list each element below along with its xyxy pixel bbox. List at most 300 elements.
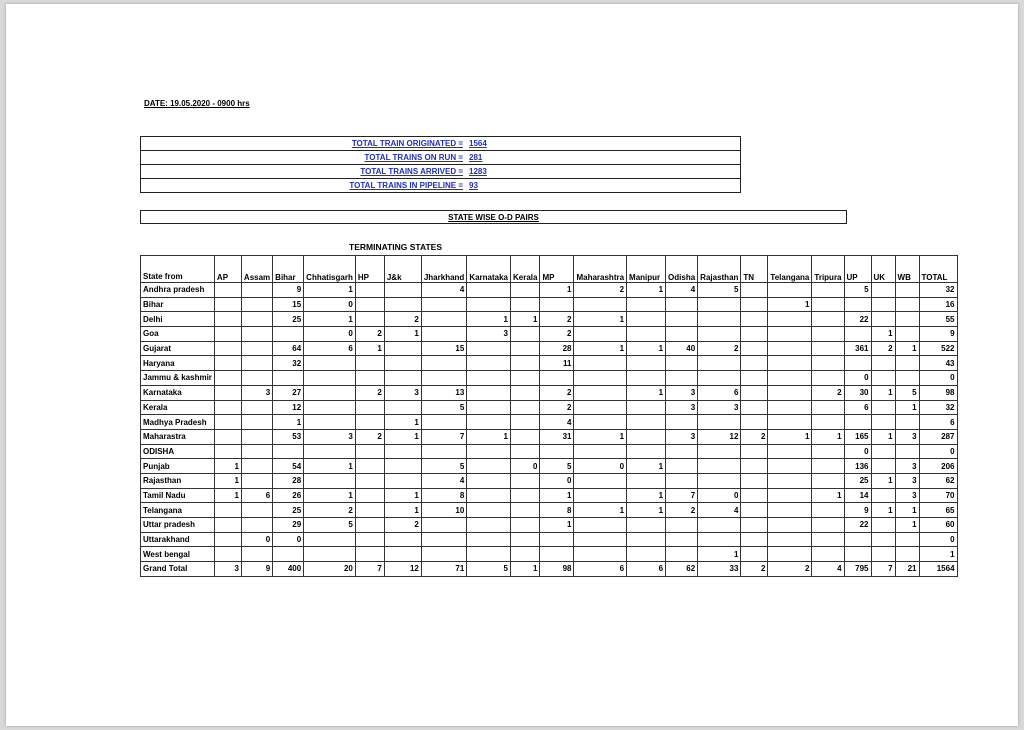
table-cell <box>871 547 895 562</box>
table-cell <box>355 518 384 533</box>
table-cell: 0 <box>273 532 304 547</box>
table-cell <box>768 283 812 298</box>
table-cell: 6 <box>698 385 741 400</box>
table-cell: 1 <box>768 297 812 312</box>
terminating-states-label: TERMINATING STATES <box>349 242 443 252</box>
row-state-name: Goa <box>141 327 215 342</box>
table-cell: 361 <box>844 341 871 356</box>
table-cell <box>384 371 421 386</box>
table-cell <box>467 532 511 547</box>
table-cell: 62 <box>666 562 698 577</box>
table-cell: 1 <box>627 283 666 298</box>
table-cell <box>241 283 272 298</box>
table-cell: 3 <box>895 429 919 444</box>
table-cell <box>241 400 272 415</box>
table-cell: 9 <box>919 327 957 342</box>
table-cell: 1 <box>467 429 511 444</box>
table-cell <box>768 327 812 342</box>
table-cell: 1 <box>895 503 919 518</box>
table-cell <box>812 518 844 533</box>
table-cell: 4 <box>421 473 466 488</box>
table-cell <box>698 415 741 430</box>
table-cell <box>895 547 919 562</box>
table-cell: 2 <box>304 503 356 518</box>
table-cell: 2 <box>355 385 384 400</box>
column-header: Assam <box>241 256 272 283</box>
table-cell: 15 <box>273 297 304 312</box>
table-cell <box>511 356 540 371</box>
table-cell <box>844 356 871 371</box>
column-header: HP <box>355 256 384 283</box>
table-cell <box>384 400 421 415</box>
table-cell <box>741 547 768 562</box>
column-header: Tripura <box>812 256 844 283</box>
table-cell: 28 <box>273 473 304 488</box>
table-row <box>141 562 958 577</box>
table-cell <box>241 327 272 342</box>
summary-row <box>141 165 741 179</box>
table-cell <box>871 532 895 547</box>
table-cell: 2 <box>540 312 574 327</box>
train-summary-table <box>140 136 741 193</box>
summary-label[interactable]: TOTAL TRAINS ON RUN = <box>364 153 463 162</box>
table-cell: 9 <box>844 503 871 518</box>
table-cell <box>627 356 666 371</box>
table-cell: 12 <box>273 400 304 415</box>
column-header-state-from: State from <box>141 256 215 283</box>
table-cell: 4 <box>698 503 741 518</box>
table-cell <box>421 518 466 533</box>
table-row <box>141 341 958 356</box>
table-cell <box>895 371 919 386</box>
table-cell: 1 <box>511 312 540 327</box>
row-state-name: Rajasthan <box>141 473 215 488</box>
table-cell <box>574 385 627 400</box>
table-row <box>141 518 958 533</box>
summary-label[interactable]: TOTAL TRAINS IN PIPELINE = <box>349 181 463 190</box>
table-cell <box>421 312 466 327</box>
table-cell: 27 <box>273 385 304 400</box>
table-cell: 1 <box>812 488 844 503</box>
table-cell: 5 <box>540 459 574 474</box>
summary-cell <box>141 179 741 193</box>
table-cell <box>467 503 511 518</box>
table-cell <box>384 297 421 312</box>
table-cell: 2 <box>768 562 812 577</box>
table-cell <box>666 356 698 371</box>
table-cell: 1 <box>627 385 666 400</box>
table-cell <box>511 400 540 415</box>
table-cell <box>355 503 384 518</box>
table-cell <box>384 341 421 356</box>
table-cell <box>698 532 741 547</box>
table-cell: 136 <box>844 459 871 474</box>
table-cell <box>355 473 384 488</box>
table-cell <box>627 327 666 342</box>
row-state-name: Karnataka <box>141 385 215 400</box>
table-cell: 28 <box>540 341 574 356</box>
summary-value[interactable]: 281 <box>469 153 483 162</box>
table-cell <box>355 488 384 503</box>
table-cell <box>214 312 241 327</box>
table-cell <box>304 473 356 488</box>
table-row <box>141 547 958 562</box>
table-cell <box>355 459 384 474</box>
table-cell: 6 <box>627 562 666 577</box>
table-cell <box>421 297 466 312</box>
table-cell <box>741 415 768 430</box>
table-cell <box>844 415 871 430</box>
table-cell <box>627 297 666 312</box>
table-cell: 1 <box>214 473 241 488</box>
table-cell <box>540 444 574 459</box>
table-cell <box>355 532 384 547</box>
row-state-name: Grand Total <box>141 562 215 577</box>
table-cell: 2 <box>355 429 384 444</box>
table-cell <box>812 283 844 298</box>
table-cell <box>741 444 768 459</box>
table-cell: 4 <box>421 283 466 298</box>
table-cell: 9 <box>273 283 304 298</box>
table-cell: 2 <box>812 385 844 400</box>
summary-value[interactable]: 93 <box>469 181 478 190</box>
table-cell: 5 <box>467 562 511 577</box>
table-cell <box>666 518 698 533</box>
table-cell: 1 <box>304 283 356 298</box>
row-state-name: Uttarakhand <box>141 532 215 547</box>
table-cell <box>741 356 768 371</box>
column-header: Manipur <box>627 256 666 283</box>
table-cell: 26 <box>273 488 304 503</box>
table-cell <box>511 518 540 533</box>
column-header: MP <box>540 256 574 283</box>
table-cell <box>214 503 241 518</box>
table-cell: 1 <box>627 503 666 518</box>
table-cell <box>467 459 511 474</box>
table-cell: 3 <box>895 459 919 474</box>
table-cell <box>304 532 356 547</box>
table-cell: 6 <box>304 341 356 356</box>
table-cell: 10 <box>421 503 466 518</box>
table-cell <box>768 532 812 547</box>
table-cell <box>698 356 741 371</box>
table-cell <box>574 415 627 430</box>
table-cell <box>812 312 844 327</box>
table-cell <box>467 400 511 415</box>
table-cell: 4 <box>666 283 698 298</box>
row-state-name: Delhi <box>141 312 215 327</box>
table-cell <box>812 473 844 488</box>
table-cell <box>574 547 627 562</box>
table-cell: 3 <box>666 429 698 444</box>
table-cell <box>214 400 241 415</box>
table-cell: 1 <box>895 341 919 356</box>
table-cell <box>871 415 895 430</box>
table-cell <box>698 327 741 342</box>
table-cell <box>627 312 666 327</box>
table-cell <box>574 473 627 488</box>
table-cell <box>768 459 812 474</box>
row-state-name: West bengal <box>141 547 215 562</box>
table-cell <box>871 312 895 327</box>
table-cell: 400 <box>273 562 304 577</box>
table-cell <box>741 503 768 518</box>
table-cell <box>574 371 627 386</box>
table-cell <box>627 547 666 562</box>
table-cell <box>812 297 844 312</box>
table-cell <box>895 327 919 342</box>
table-cell <box>467 356 511 371</box>
table-cell: 1 <box>871 503 895 518</box>
table-cell: 5 <box>304 518 356 533</box>
table-cell <box>871 518 895 533</box>
table-cell <box>871 371 895 386</box>
table-row <box>141 503 958 518</box>
table-cell: 4 <box>540 415 574 430</box>
table-cell: 0 <box>698 488 741 503</box>
table-cell <box>540 297 574 312</box>
summary-label[interactable]: TOTAL TRAINS ARRIVED = <box>360 167 463 176</box>
table-cell <box>698 459 741 474</box>
table-cell: 1 <box>304 312 356 327</box>
row-state-name: Haryana <box>141 356 215 371</box>
table-cell: 0 <box>844 444 871 459</box>
summary-value[interactable]: 1283 <box>469 167 487 176</box>
row-state-name: Andhra pradesh <box>141 283 215 298</box>
table-cell <box>241 312 272 327</box>
table-cell <box>871 444 895 459</box>
table-cell <box>304 444 356 459</box>
table-cell <box>768 547 812 562</box>
row-state-name: Jammu & kashmir <box>141 371 215 386</box>
table-cell <box>355 371 384 386</box>
table-cell: 7 <box>355 562 384 577</box>
table-cell: 2 <box>384 518 421 533</box>
table-cell <box>812 532 844 547</box>
table-cell: 0 <box>919 532 957 547</box>
table-cell <box>467 385 511 400</box>
table-cell <box>895 532 919 547</box>
table-cell <box>768 444 812 459</box>
table-cell <box>511 532 540 547</box>
table-cell: 8 <box>421 488 466 503</box>
table-cell: 1 <box>627 459 666 474</box>
table-cell <box>812 415 844 430</box>
table-cell <box>355 400 384 415</box>
table-cell: 13 <box>421 385 466 400</box>
column-header: Bihar <box>273 256 304 283</box>
table-cell: 3 <box>304 429 356 444</box>
table-cell <box>741 532 768 547</box>
table-cell <box>384 547 421 562</box>
row-state-name: Punjab <box>141 459 215 474</box>
table-cell: 2 <box>698 341 741 356</box>
table-cell <box>421 547 466 562</box>
table-cell: 3 <box>241 385 272 400</box>
table-cell <box>895 297 919 312</box>
table-cell: 1 <box>214 459 241 474</box>
row-state-name: Bihar <box>141 297 215 312</box>
table-cell: 1 <box>698 547 741 562</box>
column-header: J&k <box>384 256 421 283</box>
table-cell <box>467 297 511 312</box>
table-cell: 6 <box>844 400 871 415</box>
table-cell: 1 <box>540 518 574 533</box>
table-cell: 3 <box>214 562 241 577</box>
table-cell <box>304 371 356 386</box>
table-cell <box>214 341 241 356</box>
table-cell: 3 <box>895 473 919 488</box>
table-cell <box>895 356 919 371</box>
table-cell <box>895 444 919 459</box>
table-row <box>141 312 958 327</box>
table-row <box>141 415 958 430</box>
table-cell <box>273 371 304 386</box>
table-row <box>141 459 958 474</box>
table-cell <box>741 488 768 503</box>
table-cell: 2 <box>384 312 421 327</box>
table-cell <box>421 444 466 459</box>
table-cell: 1 <box>273 415 304 430</box>
table-cell <box>844 532 871 547</box>
table-cell: 32 <box>919 283 957 298</box>
column-header: Karnataka <box>467 256 511 283</box>
table-cell: 22 <box>844 312 871 327</box>
summary-label[interactable]: TOTAL TRAIN ORIGINATED = <box>351 139 463 148</box>
table-cell <box>627 518 666 533</box>
table-cell <box>304 415 356 430</box>
table-cell <box>574 297 627 312</box>
table-cell <box>511 327 540 342</box>
table-cell <box>666 532 698 547</box>
table-cell <box>384 444 421 459</box>
table-cell: 31 <box>540 429 574 444</box>
table-cell: 0 <box>540 473 574 488</box>
table-cell <box>768 341 812 356</box>
table-cell <box>698 312 741 327</box>
table-cell: 1 <box>895 518 919 533</box>
table-cell <box>214 415 241 430</box>
table-cell <box>768 518 812 533</box>
column-header: AP <box>214 256 241 283</box>
table-cell: 2 <box>355 327 384 342</box>
row-state-name: Kerala <box>141 400 215 415</box>
table-cell <box>273 327 304 342</box>
column-header: Jharkhand <box>421 256 466 283</box>
table-cell <box>666 444 698 459</box>
table-cell <box>812 444 844 459</box>
table-cell <box>241 297 272 312</box>
table-cell: 0 <box>304 327 356 342</box>
table-cell <box>304 356 356 371</box>
table-cell: 5 <box>421 400 466 415</box>
table-cell <box>467 547 511 562</box>
table-cell: 0 <box>511 459 540 474</box>
table-row <box>141 400 958 415</box>
table-cell: 1 <box>384 488 421 503</box>
table-row <box>141 385 958 400</box>
table-cell <box>741 459 768 474</box>
table-cell: 1 <box>574 503 627 518</box>
column-header: Maharashtra <box>574 256 627 283</box>
table-cell: 64 <box>273 341 304 356</box>
table-cell: 7 <box>666 488 698 503</box>
table-cell: 1 <box>574 312 627 327</box>
table-header-row <box>141 256 958 283</box>
table-cell <box>273 547 304 562</box>
table-cell <box>574 518 627 533</box>
table-cell <box>871 488 895 503</box>
table-cell <box>467 473 511 488</box>
table-cell: 40 <box>666 341 698 356</box>
table-cell: 1 <box>574 341 627 356</box>
table-cell <box>540 532 574 547</box>
table-row <box>141 444 958 459</box>
table-row <box>141 327 958 342</box>
table-cell <box>812 459 844 474</box>
table-cell <box>214 547 241 562</box>
table-cell: 54 <box>273 459 304 474</box>
table-cell: 0 <box>844 371 871 386</box>
table-row <box>141 473 958 488</box>
column-header: TOTAL <box>919 256 957 283</box>
table-cell: 53 <box>273 429 304 444</box>
table-cell <box>666 312 698 327</box>
table-cell <box>467 371 511 386</box>
table-row <box>141 429 958 444</box>
table-cell: 5 <box>895 385 919 400</box>
table-cell <box>384 283 421 298</box>
column-header: UK <box>871 256 895 283</box>
table-cell <box>895 415 919 430</box>
table-cell: 98 <box>540 562 574 577</box>
table-cell: 1 <box>540 283 574 298</box>
table-cell <box>627 532 666 547</box>
summary-value[interactable]: 1564 <box>469 139 487 148</box>
table-cell <box>511 371 540 386</box>
table-cell <box>844 547 871 562</box>
table-cell: 55 <box>919 312 957 327</box>
table-cell <box>355 297 384 312</box>
table-cell: 6 <box>574 562 627 577</box>
table-cell <box>812 341 844 356</box>
row-state-name: Tamil Nadu <box>141 488 215 503</box>
table-cell: 2 <box>741 562 768 577</box>
document-page <box>6 4 1018 726</box>
table-cell: 3 <box>698 400 741 415</box>
table-cell <box>214 283 241 298</box>
table-cell <box>698 444 741 459</box>
table-cell <box>241 459 272 474</box>
table-cell: 30 <box>844 385 871 400</box>
table-cell: 6 <box>241 488 272 503</box>
table-cell <box>467 415 511 430</box>
table-cell <box>627 473 666 488</box>
table-cell <box>540 547 574 562</box>
column-header: Telangana <box>768 256 812 283</box>
table-cell <box>871 400 895 415</box>
table-cell <box>768 473 812 488</box>
table-cell <box>304 400 356 415</box>
od-pairs-table <box>140 255 958 577</box>
table-cell <box>511 415 540 430</box>
table-cell <box>241 429 272 444</box>
table-cell <box>304 547 356 562</box>
table-cell: 5 <box>421 459 466 474</box>
table-cell <box>895 312 919 327</box>
table-cell: 9 <box>241 562 272 577</box>
table-cell <box>768 312 812 327</box>
